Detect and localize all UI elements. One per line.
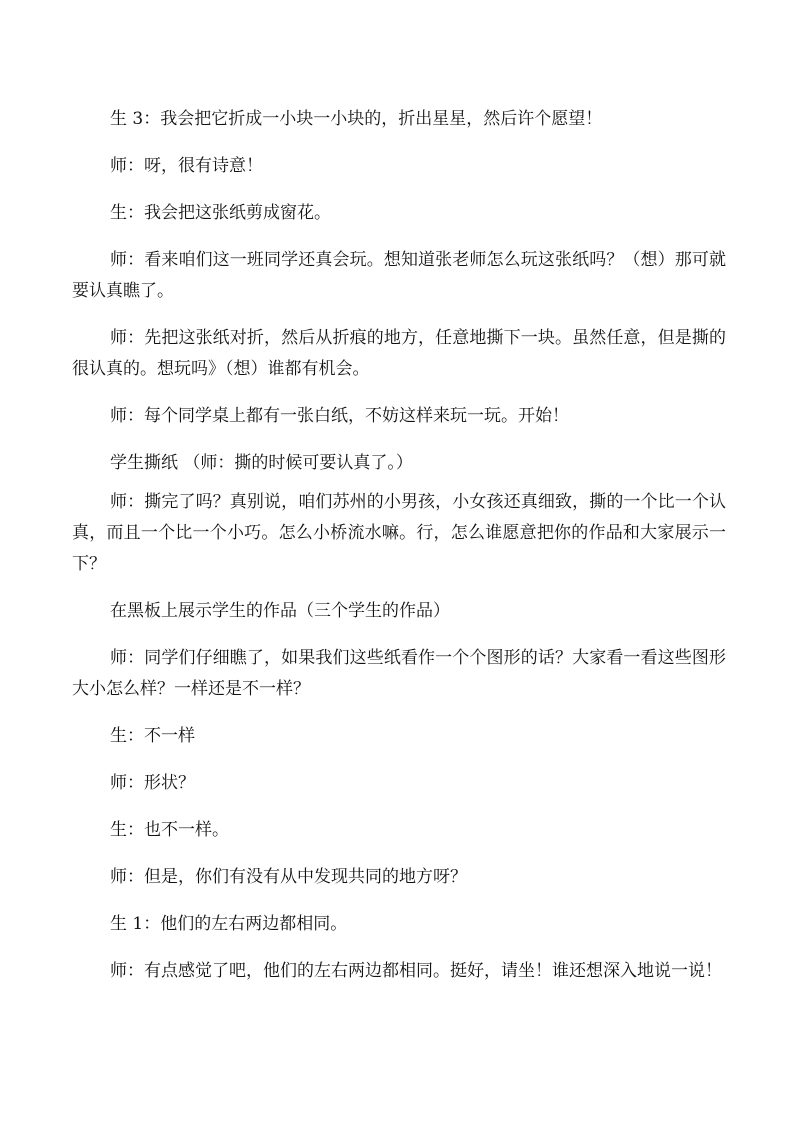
paragraph-teacher-common-point: 师：但是，你们有没有从中发现共同的地方呀？: [110, 867, 467, 887]
paragraph-blackboard-display: 在黑板上展示学生的作品（三个学生的作品）: [110, 601, 450, 621]
paragraph-teacher-fold-tear: 师：先把这张纸对折，然后从折痕的地方，任意地撕下一块。虽然任意，但是撕的很认真的。想玩吗》（想）谁都有机会。: [72, 328, 726, 379]
paragraph-teacher-class-play: 师：看来咱们这一班同学还真会玩。想知道张老师怎么玩这张纸吗？（想）那可就要认真瞧了。: [72, 250, 726, 301]
paragraph-teacher-show-work: 师：撕完了吗？真别说，咱们苏州的小男孩，小女孩还真细致，撕的一个比一个认真，而且一个比一个小巧。怎么小桥流水嘛。行，怎么谁愿意把你的作品和大家展示一下？: [72, 492, 726, 574]
paragraph-teacher-compare-shapes: 师：同学们仔细瞧了，如果我们这些纸看作一个个图形的话？大家看一看这些图形大小怎么样？一样还是不一样？: [72, 648, 726, 699]
paragraph-student-window-flower: 生：我会把这张纸剪成窗花。: [110, 203, 331, 223]
paragraph-teacher-poetic: 师：呀，很有诗意！: [110, 156, 263, 176]
paragraph-student-not-same: 生：不一样: [110, 726, 195, 746]
paragraph-students-tear-paper: 学生撕纸 （师：撕的时候可要认真了。）: [110, 453, 413, 473]
paragraph-teacher-feedback: 师：有点感觉了吧，他们的左右两边都相同。挺好，请坐！谁还想深入地说一说！: [110, 961, 722, 981]
paragraph-student3-star: 生 3：我会把它折成一小块一小块的，折出星星，然后许个愿望！: [110, 109, 603, 129]
paragraph-student-also-different: 生：也不一样。: [110, 820, 229, 840]
paragraph-teacher-shape-question: 师：形状？: [110, 773, 195, 793]
paragraph-teacher-start: 师：每个同学桌上都有一张白纸，不妨这样来玩一玩。开始！: [110, 406, 569, 426]
paragraph-student1-left-right: 生 1：他们的左右两边都相同。: [110, 914, 348, 934]
